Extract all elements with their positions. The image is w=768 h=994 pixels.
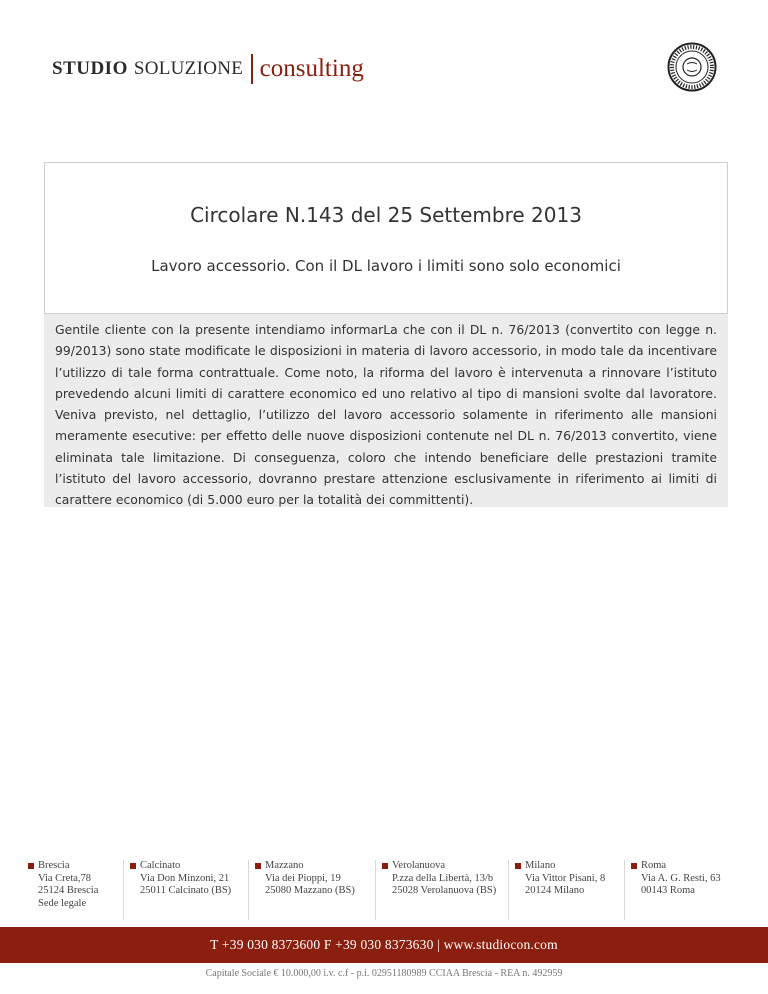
office-city: 25124 Brescia: [38, 885, 99, 896]
bullet-icon: [255, 863, 261, 869]
logo-consulting: consulting: [259, 55, 364, 82]
office-address: Via Creta,78: [38, 872, 92, 884]
certification-seal-icon: [667, 42, 717, 92]
office-milano: [515, 860, 605, 898]
body-box: [44, 314, 728, 507]
office-city: 20124 Milano: [525, 885, 585, 896]
office-name: Roma: [641, 860, 667, 871]
office-address: Via dei Pioppi, 19: [265, 872, 341, 884]
office-note: Sede legale: [38, 897, 87, 909]
office-city: 00143 Roma: [641, 885, 695, 896]
office-name: Calcinato: [140, 860, 181, 871]
logo-soluzione: SOLUZIONE: [133, 58, 244, 79]
office-name: Brescia: [38, 860, 70, 871]
title-box: [44, 162, 728, 314]
office-calcinato: [130, 860, 231, 898]
document-title: Circolare N.143 del 25 Settembre 2013: [190, 203, 582, 227]
office-address: P.zza della Libertà, 13/b: [392, 872, 494, 884]
office-separator: [123, 860, 124, 920]
logo-divider: [251, 54, 253, 84]
bullet-icon: [28, 863, 34, 869]
office-separator: [375, 860, 376, 920]
office-roma: [631, 860, 721, 898]
footer-bar: [0, 927, 768, 963]
office-name: Mazzano: [265, 860, 304, 871]
office-separator: [248, 860, 249, 920]
offices-row: [28, 860, 748, 920]
office-address: Via Vittor Pisani, 8: [525, 872, 606, 884]
office-name: Milano: [525, 860, 556, 871]
company-logo: [52, 54, 364, 84]
office-separator: [508, 860, 509, 920]
bullet-icon: [382, 863, 388, 869]
footer-contacts: T +39 030 8373600 F +39 030 8373630 | www.studiocon.com: [210, 937, 558, 952]
bullet-icon: [515, 863, 521, 869]
office-city: 25011 Calcinato (BS): [140, 885, 232, 896]
office-address: Via Don Minzoni, 21: [140, 872, 230, 884]
office-mazzano: [255, 860, 355, 898]
office-city: 25080 Mazzano (BS): [265, 885, 355, 896]
office-city: 25028 Verolanuova (BS): [392, 885, 497, 896]
footer-capital: Capitale Sociale € 10.000,00 i.v. c.f - p.i. 02951180989 CCIAA Brescia - REA n. 492959: [205, 968, 563, 979]
document-subtitle: Lavoro accessorio. Con il DL lavoro i limiti sono solo economici: [151, 257, 621, 275]
logo-studio: STUDIO: [52, 58, 128, 79]
office-name: Verolanuova: [392, 860, 446, 871]
body-text: Gentile cliente con la presente intendiamo informarLa che con il DL n. 76/2013 (convertito con legge n. 99/2013) sono state modificate le disposizioni in materia di lavoro accessorio, in modo tale da incentivare l’utilizzo di tale forma contrattuale. Come noto, la riforma del lavoro è intervenuta a rinnovare l’istituto prevedendo alcuni limiti di carattere economico ed uno relativo al tipo di mansioni svolte dal lavoratore. Veniva previsto, nel dettaglio, l’utilizzo del lavoro accessorio solamente in riferimento alle mansioni meramente esecutive: per effetto delle nuove disposizioni contenute nel DL n. 76/2013 convertito, viene eliminata tale limitazione. Di conseguenza, coloro che intendo beneficiare delle prestazioni tramite l’istituto del lavoro accessorio, dovranno prestare attenzione esclusivamente in riferimento ai limiti di carattere economico (di 5.000 euro per la totalità dei committenti).: [55, 322, 717, 508]
office-address: Via A. G. Resti, 63: [641, 872, 721, 884]
bullet-icon: [130, 863, 136, 869]
office-brescia: [28, 860, 98, 910]
office-separator: [624, 860, 625, 920]
bullet-icon: [631, 863, 637, 869]
office-verolanuova: [382, 860, 496, 898]
